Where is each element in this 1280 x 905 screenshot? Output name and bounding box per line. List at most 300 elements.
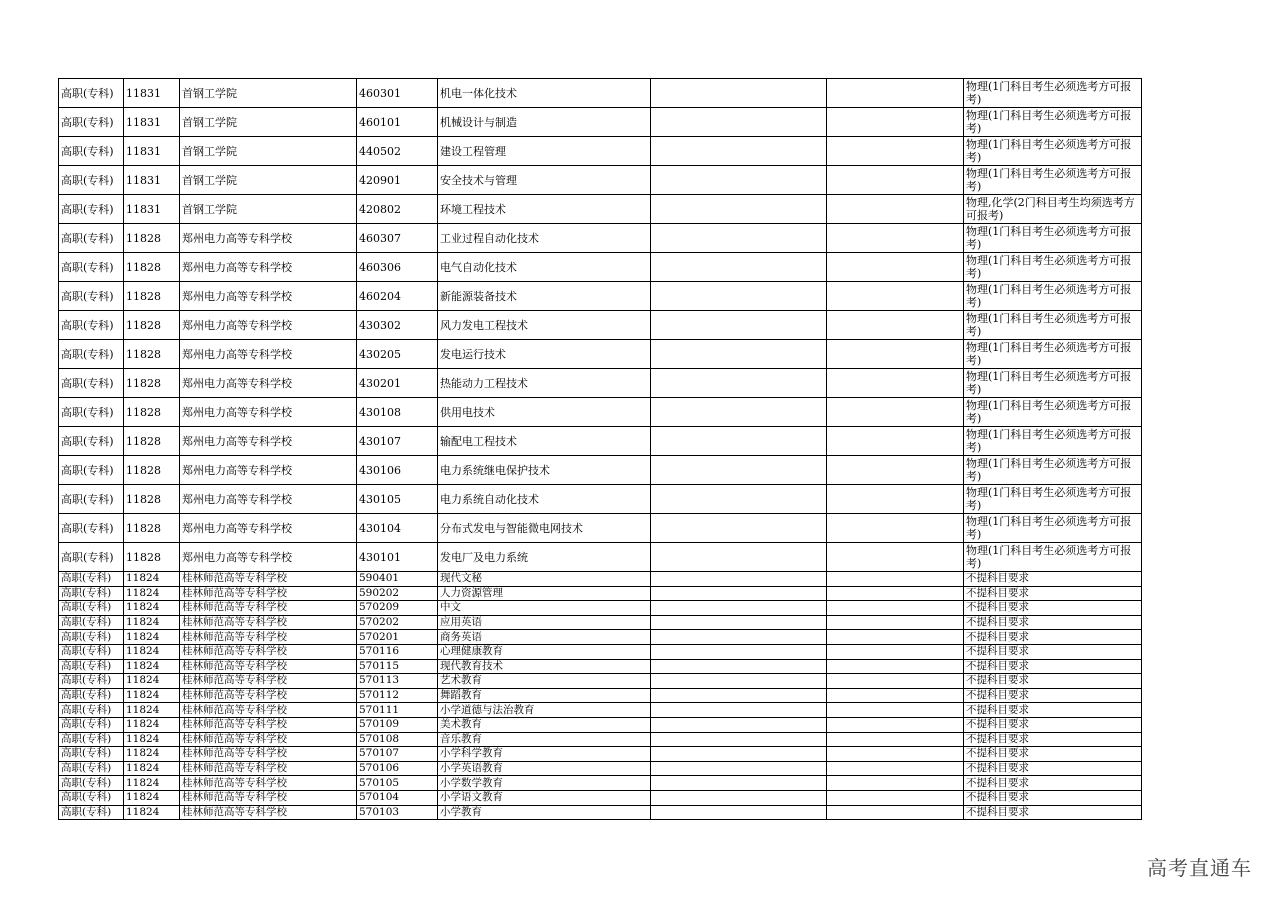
table-row	[59, 659, 1142, 674]
table-row	[59, 108, 1142, 137]
school-name-cell: 首钢工学院	[180, 108, 357, 137]
major-name-cell: 小学科学教育	[438, 747, 651, 762]
table-row	[59, 543, 1142, 572]
major-code-cell: 430205	[357, 340, 438, 369]
empty-cell	[827, 79, 964, 108]
school-name-cell: 桂林师范高等专科学校	[180, 572, 357, 587]
level-cell: 高职(专科)	[59, 688, 124, 703]
subject-requirement-cell: 不提科目要求	[964, 761, 1142, 776]
table-row	[59, 427, 1142, 456]
major-code-cell: 460101	[357, 108, 438, 137]
table-row	[59, 761, 1142, 776]
school-name-cell: 郑州电力高等专科学校	[180, 340, 357, 369]
major-name-cell: 小学数学教育	[438, 776, 651, 791]
empty-cell	[827, 398, 964, 427]
table-row	[59, 586, 1142, 601]
major-name-cell: 小学语文教育	[438, 790, 651, 805]
level-cell: 高职(专科)	[59, 659, 124, 674]
level-cell: 高职(专科)	[59, 732, 124, 747]
school-name-cell: 桂林师范高等专科学校	[180, 761, 357, 776]
major-code-cell: 430201	[357, 369, 438, 398]
empty-cell	[651, 427, 827, 456]
major-code-cell: 460301	[357, 79, 438, 108]
empty-cell	[651, 340, 827, 369]
subject-requirement-cell: 不提科目要求	[964, 717, 1142, 732]
empty-cell	[827, 717, 964, 732]
major-code-cell: 460307	[357, 224, 438, 253]
school-code-cell: 11824	[124, 572, 180, 587]
subject-requirement-cell: 物理(1门科目考生必须选考方可报考)	[964, 108, 1142, 137]
subject-requirement-cell: 物理(1门科目考生必须选考方可报考)	[964, 79, 1142, 108]
subject-requirement-cell: 物理(1门科目考生必须选考方可报考)	[964, 514, 1142, 543]
empty-cell	[827, 340, 964, 369]
subject-requirement-cell: 不提科目要求	[964, 747, 1142, 762]
table-row	[59, 253, 1142, 282]
subject-requirement-cell: 物理(1门科目考生必须选考方可报考)	[964, 253, 1142, 282]
school-code-cell: 11831	[124, 166, 180, 195]
subject-requirement-cell: 物理,化学(2门科目考生均须选考方可报考)	[964, 195, 1142, 224]
subject-requirement-cell: 物理(1门科目考生必须选考方可报考)	[964, 340, 1142, 369]
table-row	[59, 224, 1142, 253]
subject-requirement-cell: 不提科目要求	[964, 630, 1142, 645]
table-row	[59, 398, 1142, 427]
table-row	[59, 790, 1142, 805]
school-name-cell: 桂林师范高等专科学校	[180, 630, 357, 645]
level-cell: 高职(专科)	[59, 703, 124, 718]
level-cell: 高职(专科)	[59, 674, 124, 689]
school-name-cell: 桂林师范高等专科学校	[180, 644, 357, 659]
major-code-cell: 570113	[357, 674, 438, 689]
empty-cell	[827, 615, 964, 630]
school-name-cell: 郑州电力高等专科学校	[180, 485, 357, 514]
major-name-cell: 安全技术与管理	[438, 166, 651, 195]
major-name-cell: 输配电工程技术	[438, 427, 651, 456]
empty-cell	[827, 674, 964, 689]
subject-requirement-cell: 不提科目要求	[964, 688, 1142, 703]
level-cell: 高职(专科)	[59, 572, 124, 587]
major-name-cell: 心理健康教育	[438, 644, 651, 659]
major-name-cell: 现代文秘	[438, 572, 651, 587]
subject-requirement-cell: 不提科目要求	[964, 703, 1142, 718]
school-code-cell: 11824	[124, 776, 180, 791]
major-name-cell: 音乐教育	[438, 732, 651, 747]
major-code-cell: 570103	[357, 805, 438, 820]
subject-requirement-cell: 物理(1门科目考生必须选考方可报考)	[964, 311, 1142, 340]
subject-requirement-cell: 物理(1门科目考生必须选考方可报考)	[964, 543, 1142, 572]
empty-cell	[651, 195, 827, 224]
empty-cell	[827, 805, 964, 820]
major-name-cell: 商务英语	[438, 630, 651, 645]
school-name-cell: 桂林师范高等专科学校	[180, 586, 357, 601]
level-cell: 高职(专科)	[59, 630, 124, 645]
major-name-cell: 新能源装备技术	[438, 282, 651, 311]
subject-requirement-cell: 物理(1门科目考生必须选考方可报考)	[964, 427, 1142, 456]
empty-cell	[827, 108, 964, 137]
subject-requirement-cell: 不提科目要求	[964, 644, 1142, 659]
school-code-cell: 11824	[124, 761, 180, 776]
school-code-cell: 11831	[124, 195, 180, 224]
subject-requirement-cell: 不提科目要求	[964, 586, 1142, 601]
major-name-cell: 现代教育技术	[438, 659, 651, 674]
empty-cell	[651, 776, 827, 791]
school-code-cell: 11824	[124, 674, 180, 689]
level-cell: 高职(专科)	[59, 166, 124, 195]
school-name-cell: 桂林师范高等专科学校	[180, 717, 357, 732]
empty-cell	[827, 253, 964, 282]
major-code-cell: 590202	[357, 586, 438, 601]
table-row	[59, 369, 1142, 398]
table-row	[59, 79, 1142, 108]
subject-requirement-cell: 物理(1门科目考生必须选考方可报考)	[964, 398, 1142, 427]
empty-cell	[827, 747, 964, 762]
subject-requirement-cell: 物理(1门科目考生必须选考方可报考)	[964, 224, 1142, 253]
major-code-cell: 430302	[357, 311, 438, 340]
empty-cell	[651, 369, 827, 398]
level-cell: 高职(专科)	[59, 776, 124, 791]
school-name-cell: 桂林师范高等专科学校	[180, 805, 357, 820]
major-code-cell: 570111	[357, 703, 438, 718]
empty-cell	[827, 485, 964, 514]
major-name-cell: 环境工程技术	[438, 195, 651, 224]
empty-cell	[827, 572, 964, 587]
school-code-cell: 11828	[124, 340, 180, 369]
empty-cell	[651, 514, 827, 543]
empty-cell	[827, 644, 964, 659]
empty-cell	[651, 543, 827, 572]
major-name-cell: 机电一体化技术	[438, 79, 651, 108]
major-code-cell: 570202	[357, 615, 438, 630]
major-name-cell: 风力发电工程技术	[438, 311, 651, 340]
table-row	[59, 703, 1142, 718]
major-code-cell: 570112	[357, 688, 438, 703]
empty-cell	[651, 572, 827, 587]
major-code-cell: 590401	[357, 572, 438, 587]
school-name-cell: 郑州电力高等专科学校	[180, 456, 357, 485]
subject-requirement-cell: 不提科目要求	[964, 659, 1142, 674]
table-row	[59, 282, 1142, 311]
level-cell: 高职(专科)	[59, 586, 124, 601]
school-name-cell: 首钢工学院	[180, 137, 357, 166]
major-name-cell: 发电运行技术	[438, 340, 651, 369]
table-row	[59, 615, 1142, 630]
major-name-cell: 舞蹈教育	[438, 688, 651, 703]
level-cell: 高职(专科)	[59, 253, 124, 282]
school-code-cell: 11831	[124, 108, 180, 137]
major-name-cell: 发电厂及电力系统	[438, 543, 651, 572]
major-name-cell: 电力系统自动化技术	[438, 485, 651, 514]
school-name-cell: 桂林师范高等专科学校	[180, 732, 357, 747]
school-code-cell: 11824	[124, 717, 180, 732]
empty-cell	[651, 674, 827, 689]
empty-cell	[827, 776, 964, 791]
school-name-cell: 桂林师范高等专科学校	[180, 674, 357, 689]
major-code-cell: 570116	[357, 644, 438, 659]
major-code-cell: 430105	[357, 485, 438, 514]
school-name-cell: 郑州电力高等专科学校	[180, 282, 357, 311]
major-code-cell: 430104	[357, 514, 438, 543]
level-cell: 高职(专科)	[59, 79, 124, 108]
empty-cell	[651, 398, 827, 427]
school-name-cell: 郑州电力高等专科学校	[180, 369, 357, 398]
subject-requirement-cell: 物理(1门科目考生必须选考方可报考)	[964, 282, 1142, 311]
table-row	[59, 732, 1142, 747]
empty-cell	[827, 166, 964, 195]
major-code-cell: 430106	[357, 456, 438, 485]
school-code-cell: 11824	[124, 586, 180, 601]
major-name-cell: 分布式发电与智能微电网技术	[438, 514, 651, 543]
level-cell: 高职(专科)	[59, 601, 124, 616]
school-code-cell: 11828	[124, 398, 180, 427]
level-cell: 高职(专科)	[59, 369, 124, 398]
admission-table	[58, 78, 1142, 820]
school-code-cell: 11828	[124, 456, 180, 485]
major-name-cell: 机械设计与制造	[438, 108, 651, 137]
school-name-cell: 首钢工学院	[180, 166, 357, 195]
school-code-cell: 11831	[124, 137, 180, 166]
empty-cell	[827, 195, 964, 224]
school-code-cell: 11824	[124, 644, 180, 659]
subject-requirement-cell: 不提科目要求	[964, 674, 1142, 689]
level-cell: 高职(专科)	[59, 282, 124, 311]
major-code-cell: 570201	[357, 630, 438, 645]
major-name-cell: 工业过程自动化技术	[438, 224, 651, 253]
major-name-cell: 人力资源管理	[438, 586, 651, 601]
major-code-cell: 570115	[357, 659, 438, 674]
major-name-cell: 中文	[438, 601, 651, 616]
empty-cell	[827, 311, 964, 340]
subject-requirement-cell: 不提科目要求	[964, 776, 1142, 791]
empty-cell	[651, 747, 827, 762]
school-name-cell: 桂林师范高等专科学校	[180, 615, 357, 630]
level-cell: 高职(专科)	[59, 456, 124, 485]
subject-requirement-cell: 不提科目要求	[964, 601, 1142, 616]
school-name-cell: 桂林师范高等专科学校	[180, 659, 357, 674]
major-name-cell: 供用电技术	[438, 398, 651, 427]
school-code-cell: 11824	[124, 703, 180, 718]
school-name-cell: 首钢工学院	[180, 79, 357, 108]
major-name-cell: 小学教育	[438, 805, 651, 820]
school-name-cell: 郑州电力高等专科学校	[180, 311, 357, 340]
school-name-cell: 郑州电力高等专科学校	[180, 398, 357, 427]
empty-cell	[827, 630, 964, 645]
table-row	[59, 166, 1142, 195]
subject-requirement-cell: 物理(1门科目考生必须选考方可报考)	[964, 456, 1142, 485]
empty-cell	[827, 514, 964, 543]
level-cell: 高职(专科)	[59, 137, 124, 166]
school-code-cell: 11824	[124, 659, 180, 674]
table-row	[59, 747, 1142, 762]
empty-cell	[827, 703, 964, 718]
empty-cell	[651, 137, 827, 166]
school-code-cell: 11824	[124, 688, 180, 703]
level-cell: 高职(专科)	[59, 224, 124, 253]
level-cell: 高职(专科)	[59, 514, 124, 543]
table-row	[59, 776, 1142, 791]
major-code-cell: 430107	[357, 427, 438, 456]
school-code-cell: 11824	[124, 615, 180, 630]
empty-cell	[827, 790, 964, 805]
school-code-cell: 11824	[124, 630, 180, 645]
major-code-cell: 460204	[357, 282, 438, 311]
major-code-cell: 570104	[357, 790, 438, 805]
school-code-cell: 11824	[124, 732, 180, 747]
empty-cell	[651, 703, 827, 718]
table-row	[59, 572, 1142, 587]
subject-requirement-cell: 物理(1门科目考生必须选考方可报考)	[964, 369, 1142, 398]
school-code-cell: 11828	[124, 369, 180, 398]
level-cell: 高职(专科)	[59, 543, 124, 572]
school-code-cell: 11828	[124, 514, 180, 543]
major-code-cell: 460306	[357, 253, 438, 282]
table-body	[59, 79, 1142, 820]
level-cell: 高职(专科)	[59, 485, 124, 514]
empty-cell	[827, 543, 964, 572]
empty-cell	[651, 311, 827, 340]
major-name-cell: 小学英语教育	[438, 761, 651, 776]
major-code-cell: 570106	[357, 761, 438, 776]
school-name-cell: 桂林师范高等专科学校	[180, 601, 357, 616]
school-name-cell: 首钢工学院	[180, 195, 357, 224]
empty-cell	[651, 659, 827, 674]
school-code-cell: 11828	[124, 485, 180, 514]
school-name-cell: 郑州电力高等专科学校	[180, 514, 357, 543]
level-cell: 高职(专科)	[59, 790, 124, 805]
empty-cell	[827, 137, 964, 166]
school-code-cell: 11828	[124, 282, 180, 311]
empty-cell	[651, 732, 827, 747]
level-cell: 高职(专科)	[59, 311, 124, 340]
major-name-cell: 电气自动化技术	[438, 253, 651, 282]
major-name-cell: 艺术教育	[438, 674, 651, 689]
empty-cell	[651, 282, 827, 311]
table-row	[59, 805, 1142, 820]
subject-requirement-cell: 不提科目要求	[964, 732, 1142, 747]
subject-requirement-cell: 不提科目要求	[964, 572, 1142, 587]
school-name-cell: 郑州电力高等专科学校	[180, 427, 357, 456]
school-code-cell: 11824	[124, 805, 180, 820]
empty-cell	[827, 456, 964, 485]
empty-cell	[827, 601, 964, 616]
school-name-cell: 桂林师范高等专科学校	[180, 776, 357, 791]
school-code-cell: 11828	[124, 311, 180, 340]
school-code-cell: 11828	[124, 427, 180, 456]
empty-cell	[651, 456, 827, 485]
empty-cell	[651, 253, 827, 282]
empty-cell	[827, 659, 964, 674]
empty-cell	[651, 224, 827, 253]
empty-cell	[827, 224, 964, 253]
table-row	[59, 195, 1142, 224]
level-cell: 高职(专科)	[59, 398, 124, 427]
major-code-cell: 570108	[357, 732, 438, 747]
school-code-cell: 11824	[124, 747, 180, 762]
level-cell: 高职(专科)	[59, 644, 124, 659]
empty-cell	[827, 369, 964, 398]
empty-cell	[651, 688, 827, 703]
empty-cell	[827, 427, 964, 456]
level-cell: 高职(专科)	[59, 747, 124, 762]
major-code-cell: 430101	[357, 543, 438, 572]
major-name-cell: 美术教育	[438, 717, 651, 732]
table-row	[59, 311, 1142, 340]
major-code-cell: 430108	[357, 398, 438, 427]
empty-cell	[651, 615, 827, 630]
major-code-cell: 570209	[357, 601, 438, 616]
table-row	[59, 674, 1142, 689]
table-row	[59, 644, 1142, 659]
table-row	[59, 137, 1142, 166]
level-cell: 高职(专科)	[59, 761, 124, 776]
empty-cell	[827, 761, 964, 776]
school-code-cell: 11824	[124, 790, 180, 805]
school-code-cell: 11828	[124, 253, 180, 282]
empty-cell	[651, 630, 827, 645]
major-name-cell: 电力系统继电保护技术	[438, 456, 651, 485]
major-code-cell: 420802	[357, 195, 438, 224]
empty-cell	[651, 790, 827, 805]
level-cell: 高职(专科)	[59, 717, 124, 732]
level-cell: 高职(专科)	[59, 805, 124, 820]
major-name-cell: 热能动力工程技术	[438, 369, 651, 398]
empty-cell	[827, 732, 964, 747]
empty-cell	[651, 79, 827, 108]
subject-requirement-cell: 物理(1门科目考生必须选考方可报考)	[964, 137, 1142, 166]
empty-cell	[651, 485, 827, 514]
empty-cell	[651, 761, 827, 776]
empty-cell	[827, 586, 964, 601]
subject-requirement-cell: 不提科目要求	[964, 615, 1142, 630]
major-name-cell: 小学道德与法治教育	[438, 703, 651, 718]
major-code-cell: 570105	[357, 776, 438, 791]
school-name-cell: 桂林师范高等专科学校	[180, 747, 357, 762]
school-name-cell: 桂林师范高等专科学校	[180, 688, 357, 703]
school-code-cell: 11828	[124, 224, 180, 253]
level-cell: 高职(专科)	[59, 108, 124, 137]
level-cell: 高职(专科)	[59, 427, 124, 456]
table-row	[59, 514, 1142, 543]
table-row	[59, 688, 1142, 703]
major-name-cell: 应用英语	[438, 615, 651, 630]
school-code-cell: 11831	[124, 79, 180, 108]
table-row	[59, 601, 1142, 616]
watermark: 高考直通车	[1147, 856, 1252, 880]
subject-requirement-cell: 不提科目要求	[964, 790, 1142, 805]
subject-requirement-cell: 不提科目要求	[964, 805, 1142, 820]
table-row	[59, 340, 1142, 369]
subject-requirement-cell: 物理(1门科目考生必须选考方可报考)	[964, 485, 1142, 514]
school-name-cell: 桂林师范高等专科学校	[180, 703, 357, 718]
empty-cell	[651, 805, 827, 820]
level-cell: 高职(专科)	[59, 195, 124, 224]
major-code-cell: 440502	[357, 137, 438, 166]
table-row	[59, 630, 1142, 645]
major-code-cell: 570107	[357, 747, 438, 762]
table-row	[59, 485, 1142, 514]
major-code-cell: 570109	[357, 717, 438, 732]
empty-cell	[827, 688, 964, 703]
subject-requirement-cell: 物理(1门科目考生必须选考方可报考)	[964, 166, 1142, 195]
school-name-cell: 桂林师范高等专科学校	[180, 790, 357, 805]
level-cell: 高职(专科)	[59, 340, 124, 369]
empty-cell	[651, 717, 827, 732]
school-name-cell: 郑州电力高等专科学校	[180, 253, 357, 282]
empty-cell	[651, 644, 827, 659]
table-row	[59, 717, 1142, 732]
empty-cell	[651, 166, 827, 195]
level-cell: 高职(专科)	[59, 615, 124, 630]
empty-cell	[651, 601, 827, 616]
major-name-cell: 建设工程管理	[438, 137, 651, 166]
